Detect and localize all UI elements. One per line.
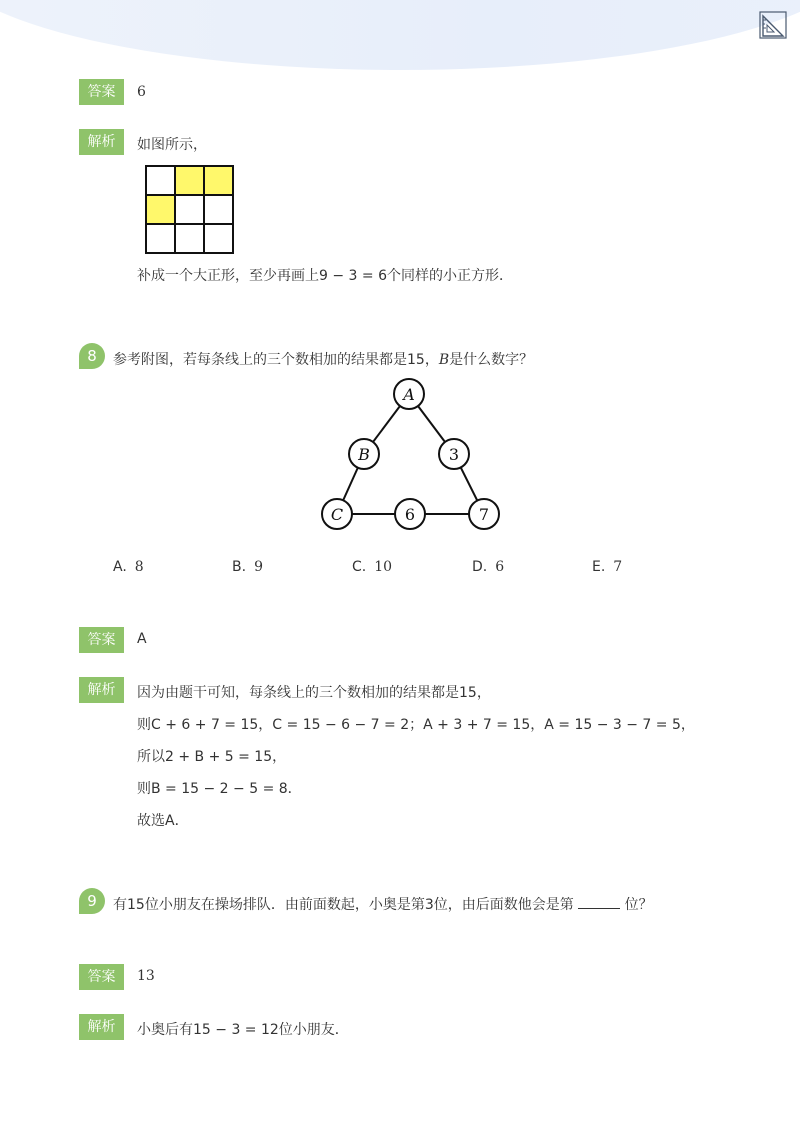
diagram-node-label: 3 [448,445,460,464]
grid-cell-filled [146,195,175,224]
square-grid-figure [145,165,234,254]
question-variable: B [438,352,450,368]
analysis-line: 所以2 + B + 5 = 15， [137,749,287,765]
answer-tag: 答案 [79,964,124,990]
diagram-node-label: 6 [404,505,416,524]
grid-cell [175,195,204,224]
analysis-text: 小奥后有15 − 3 = 12位小朋友． [137,1022,349,1038]
answer-blank[interactable] [578,894,620,909]
choice-value: 9 [254,559,263,575]
question-number-badge: 9 [79,888,105,914]
question-number-badge: 8 [79,343,105,369]
choice-value: 8 [134,559,144,575]
question-text [113,349,533,369]
ruler-triangle-logo-icon [758,10,788,40]
analysis-text: 补成一个大正形，至少再画上9 − 3 = 6个同样的小正方形． [137,268,513,284]
answer-tag: 答案 [79,627,124,653]
grid-cell [146,166,175,195]
answer-value: A [137,631,147,647]
question-text-part: 参考附图，若每条线上的三个数相加的结果都是15， [113,352,439,368]
diagram-node-label: 7 [478,505,490,524]
analysis-text: 如图所示， [137,137,207,153]
choice-value: 6 [495,559,505,575]
analysis-line: 因为由题干可知，每条线上的三个数相加的结果都是15， [137,685,491,701]
choice-letter: D. [472,559,488,575]
question-text [113,894,653,914]
header-band [0,0,800,70]
analysis-line: 故选A． [137,813,189,829]
question-text-part: 有15位小朋友在操场排队．由前面数起，小奥是第3位，由后面数他会是第 [113,897,574,913]
answer-value: 13 [137,968,155,984]
analysis-line: 则B = 15 − 2 − 5 = 8． [137,781,302,797]
question-text-part: 位？ [624,897,653,913]
choice-option-d[interactable] [472,559,504,575]
analysis-tag: 解析 [79,129,124,155]
diagram-node-label: A [403,385,415,404]
choice-letter: E. [592,559,606,575]
choice-option-a[interactable] [113,559,144,575]
grid-cell [175,224,204,253]
grid-cell [146,224,175,253]
diagram-node-label: C [330,505,344,524]
choice-option-b[interactable] [232,559,263,575]
answer-tag: 答案 [79,79,124,105]
choice-letter: C. [352,559,367,575]
choice-option-c[interactable] [352,559,392,575]
choice-letter: B. [232,559,247,575]
triangle-diagram [300,370,520,535]
choice-letter: A. [113,559,127,575]
analysis-tag: 解析 [79,1014,124,1040]
question-text-part: 是什么数字？ [449,352,534,368]
grid-cell [204,195,233,224]
analysis-tag: 解析 [79,677,124,703]
choice-value: 10 [374,559,393,575]
diagram-node-label: B [358,445,370,464]
answer-value: 6 [137,84,146,100]
choice-value: 7 [613,559,623,575]
grid-cell [204,224,233,253]
choice-option-e[interactable] [592,559,622,575]
grid-cell-filled [204,166,233,195]
grid-cell-filled [175,166,204,195]
analysis-line: 则C + 6 + 7 = 15，C = 15 − 6 − 7 = 2；A + 3 + 7 = 15，A = 15 − 3 − 7 = 5， [137,717,695,733]
